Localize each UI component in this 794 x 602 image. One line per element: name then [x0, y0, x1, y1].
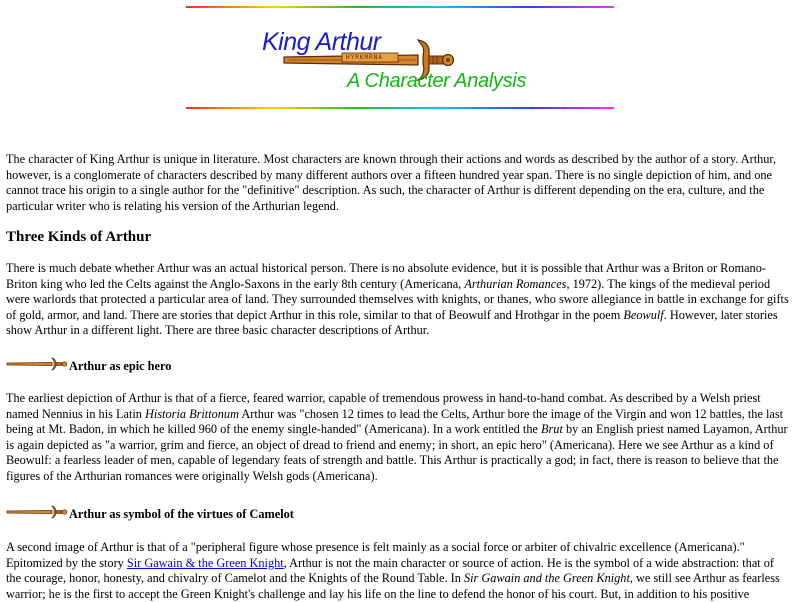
banner-title: King Arthur — [262, 28, 381, 56]
epic-hero-paragraph: The earliest depiction of Arthur is that of a fierce, feared warrior, capable of tremendous prowess in hand-to-hand combat. As described by a Welsh priest named Nennius in his Latin Historia Brittonum Arthur was "chosen 12 times to lead the Celts, Arthur bore the image of the Virgin and won 12 battles, the last being at Mt. Badon, in which he killed 960 of the enemy single-handed" (Americana). In a work entitled the Brut by an English priest named Layamon, Arthur is again depicted as "a warrior, grim and fierce, an object of dread to friend and enemy; in short, an epic hero" (Americana). Here we see Arthur as a kind of Beowulf: a fearless leader of men, capable of legendary feats of strength and battle. This Arthur is practically a god; in fact, there is reason to believe that the figures of the Arthurian romances were originally Welsh gods (Americana). — [6, 391, 788, 483]
rainbow-rule-top — [186, 6, 614, 8]
page-banner — [0, 0, 794, 115]
intro-paragraph: The character of King Arthur is unique in literature. Most characters are known through their actions and words as described by the author of a story. Arthur, however, is a conglomerate of characters described by many different authors over a fifteen hundred year span. There is no single depiction of him, and one cannot trace his origin to a single author for the "definitive" description. As such, the character of Arthur is different depending on the era, culture, and the particular writer who is relating his version of the Arthurian legend. — [6, 152, 777, 213]
subheading-label: Arthur as symbol of the virtues of Camelot — [69, 507, 294, 521]
small-sword-icon — [6, 357, 68, 371]
sword-inscription: HYRKMRNA — [346, 54, 383, 61]
subheading-label: Arthur as epic hero — [69, 359, 172, 373]
banner-subtitle: A Character Analysis — [347, 70, 527, 92]
section-heading: Three Kinds of Arthur — [6, 229, 152, 245]
gawain-link[interactable]: Sir Gawain & the Green Knight — [126, 555, 284, 570]
rainbow-rule-bottom — [186, 107, 614, 109]
camelot-paragraph: A second image of Arthur is that of a "peripheral figure whose presence is felt mainly as a social force or arbiter of chivalric excellence (Americana)." Epitomized by the story Sir Gawain & the Green Knight, Arthur is not the main character or source of action. He is the symbol of a wide abstraction: that of the courage, honor, honesty, and chivalry of Camelot and the Knights of the Round Table. In Sir Gawain and the Green Knight, we still see Arthur as fearless warrior; he is the first to accept the Green Knight's challenge and lay his life on the line to defend the honor of his court. But, in addition to his positive — [6, 540, 780, 601]
small-sword-icon — [6, 505, 68, 519]
section-paragraph: There is much debate whether Arthur was an actual historical person. There is no absolute evidence, but it is possible that Arthur was a Briton or Romano-Briton king who led the Celts against the Anglo-Saxons in the early 8th century (Americana, Arthurian Romances, 1972). The kings of the medieval period were warlords that protected a particular area of land. They surrounded themselves with knights, or thanes, who swore allegiance in battle in exchange for gifts of gold, armor, and land. There are stories that depict Arthur in this role, similar to that of Beowulf and Hrothgar in the poem Beowulf. However, later stories show Arthur in a different light. There are three basic character descriptions of Arthur. — [6, 261, 789, 338]
